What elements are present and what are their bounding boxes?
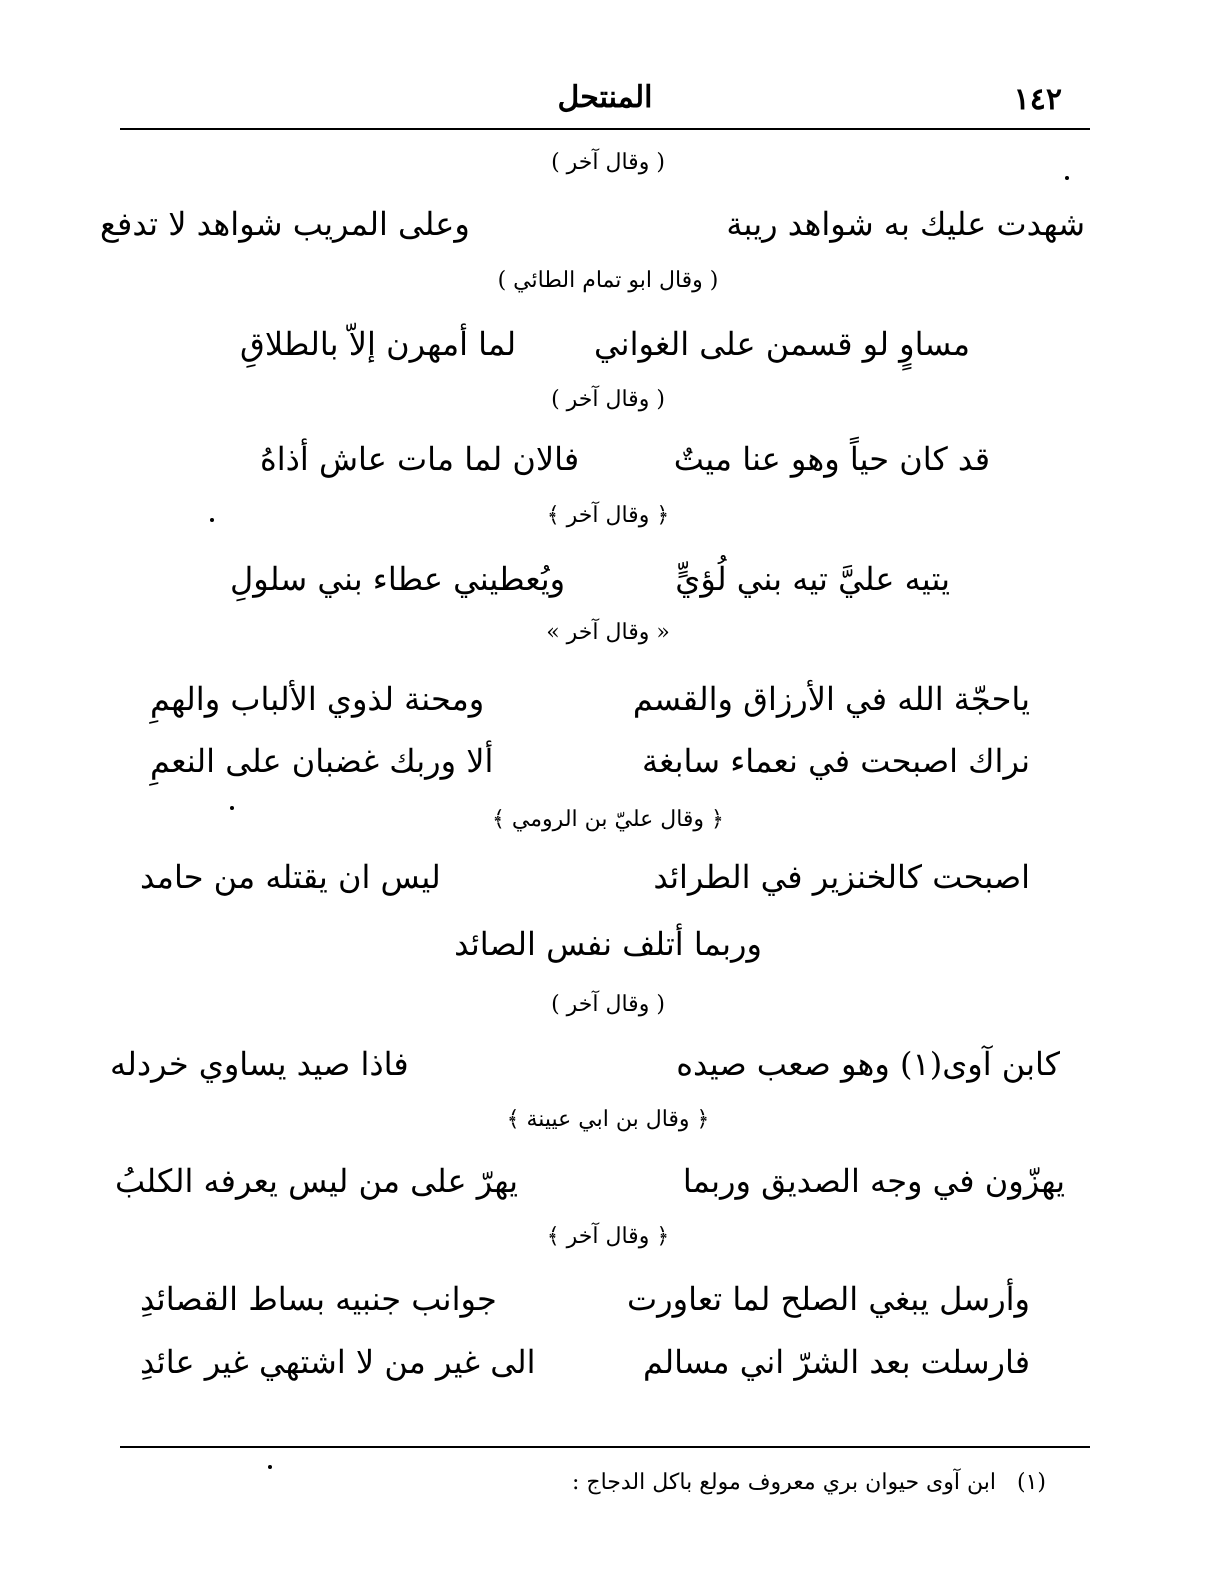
section-heading: ( وقال ابو تمام الطائي ) xyxy=(497,268,719,293)
verse-second-hemistich: ويُعطيني عطاء بني سلولِ xyxy=(230,560,566,598)
section-heading: ﴿ وقال بن ابي عيينة ﴾ xyxy=(506,1107,710,1132)
footnote-rule xyxy=(120,1446,1090,1448)
scan-speck xyxy=(230,806,234,810)
verse-line xyxy=(240,325,970,373)
verse-line xyxy=(100,205,1085,253)
section-heading: ﴿ وقال عليّ بن الرومي ﴾ xyxy=(492,807,724,832)
scan-speck xyxy=(268,1465,272,1469)
verse-first-hemistich: يتيه عليَّ تيه بني لُؤيٍّ xyxy=(675,560,950,598)
verse-line xyxy=(260,440,990,488)
verse-first-hemistich: وأرسل يبغي الصلح لما تعاورت xyxy=(627,1280,1030,1318)
verse-line xyxy=(115,1162,1065,1210)
section-heading: ( وقال آخر ) xyxy=(551,992,665,1017)
verse-line xyxy=(110,1045,1060,1093)
verse-first-hemistich: قد كان حياً وهو عنا ميتٌ xyxy=(673,440,990,478)
verse-second-hemistich: يهرّ على من ليس يعرفه الكلبُ xyxy=(115,1162,519,1200)
scan-speck xyxy=(1065,176,1069,180)
section-heading: « وقال آخر » xyxy=(546,620,670,645)
page-number: ١٤٢ xyxy=(1013,82,1062,117)
verse-first-hemistich: ياحجّة الله في الأرزاق والقسم xyxy=(632,680,1030,718)
verse-line xyxy=(150,680,1030,728)
verse-second-hemistich: وعلى المريب شواهد لا تدفع xyxy=(100,205,470,243)
verse-second-hemistich: جوانب جنبيه بساط القصائدِ xyxy=(140,1280,497,1318)
verse-second-hemistich: الى غير من لا اشتهي غير عائدِ xyxy=(140,1343,536,1381)
verse-first-hemistich: يهزّون في وجه الصديق وربما xyxy=(682,1162,1065,1200)
verse-first-hemistich: شهدت عليك به شواهد ريبة xyxy=(726,205,1085,243)
verse-second-hemistich: لما أمهرن إلاّ بالطلاقِ xyxy=(240,325,517,363)
running-title: المنتحل xyxy=(557,80,653,115)
verse-line xyxy=(150,742,1030,790)
verse-line xyxy=(140,1343,1030,1391)
verse-first-hemistich: فارسلت بعد الشرّ اني مسالم xyxy=(643,1343,1030,1381)
verse-second-hemistich: فاذا صيد يساوي خردله xyxy=(110,1045,409,1083)
verse-single-line: وربما أتلف نفس الصائد xyxy=(454,925,762,963)
page-header xyxy=(120,80,1090,130)
verse-first-hemistich: اصبحت كالخنزير في الطرائد xyxy=(653,858,1030,896)
verse-first-hemistich: مساوٍ لو قسمن على الغواني xyxy=(594,325,970,363)
verse-second-hemistich: ومحنة لذوي الألباب والهمِ xyxy=(150,680,485,718)
footnote-text: ابن آوى حيوان بري معروف مولع باكل الدجاج : xyxy=(571,1470,996,1495)
section-heading: ﴿ وقال آخر ﴾ xyxy=(546,1224,670,1249)
verse-second-hemistich: ليس ان يقتله من حامد xyxy=(140,858,441,896)
verse-line xyxy=(230,560,950,608)
verse-second-hemistich: ألا وربك غضبان على النعمِ xyxy=(150,742,494,780)
verse-first-hemistich: كابن آوى(١) وهو صعب صيده xyxy=(676,1045,1060,1083)
footnote-mark: (١) xyxy=(1016,1470,1046,1495)
verse-line xyxy=(140,1280,1030,1328)
verse-first-hemistich: نراك اصبحت في نعماء سابغة xyxy=(642,742,1030,780)
scan-speck xyxy=(210,518,214,522)
verse-second-hemistich: فالان لما مات عاش أذاهُ xyxy=(260,440,580,478)
verse-line xyxy=(140,858,1030,906)
section-heading: ( وقال آخر ) xyxy=(551,387,665,412)
header-rule xyxy=(120,128,1090,130)
section-heading: ﴿ وقال آخر ﴾ xyxy=(546,503,670,528)
section-heading: ( وقال آخر ) xyxy=(551,150,665,175)
footnote xyxy=(572,1470,1046,1495)
